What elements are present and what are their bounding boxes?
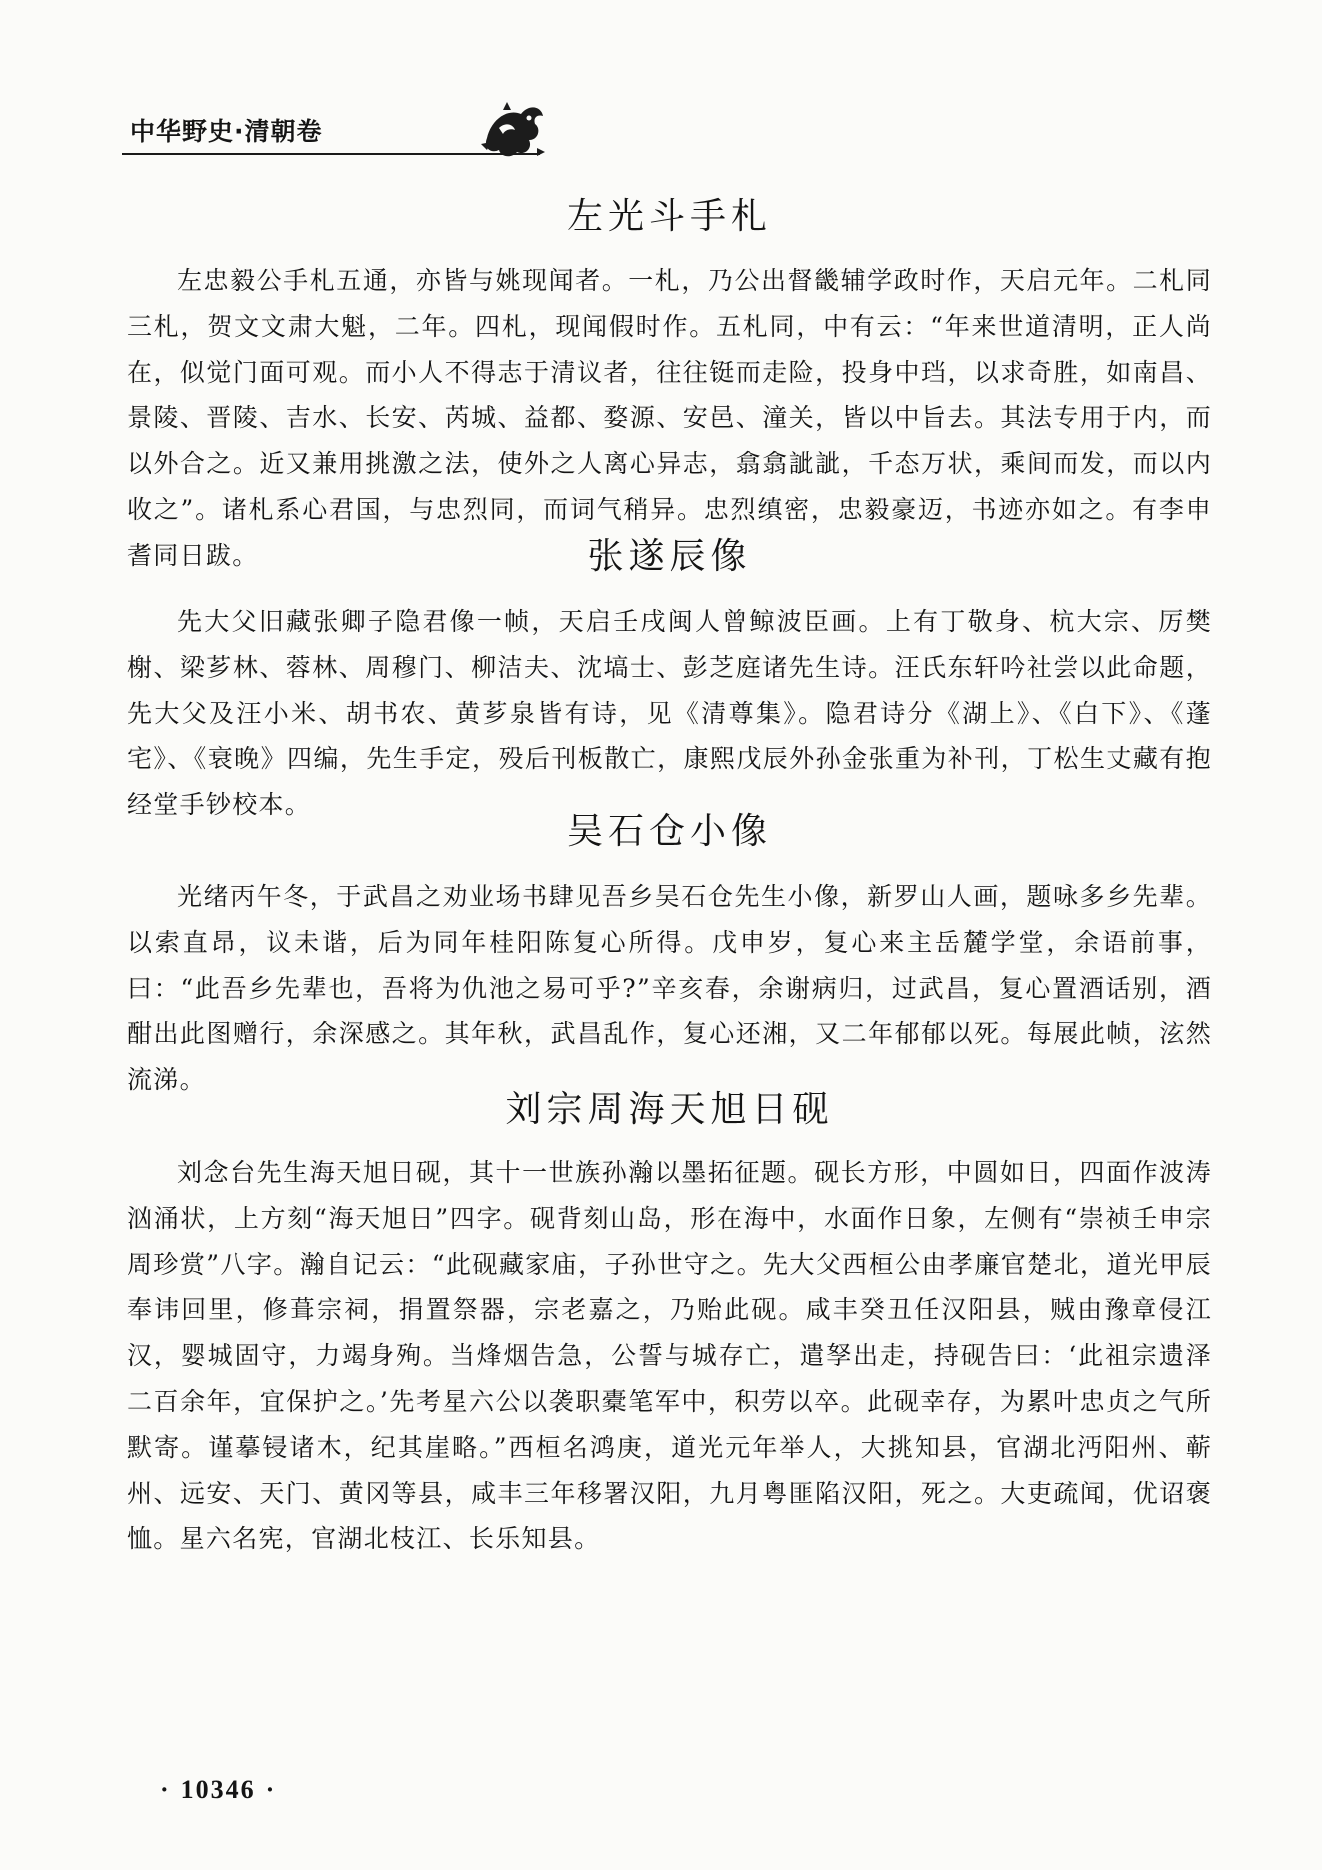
page-number: · 10346 ·	[160, 1775, 277, 1804]
header-rule	[122, 153, 540, 155]
dragon-emblem-icon	[477, 98, 547, 160]
section-body: 先大父旧藏张卿子隐君像一帧，天启壬戌闽人曾鲸波臣画。上有丁敬身、杭大宗、厉樊榭、梁芗林、蓉林、周穆门、柳洁夫、沈塙士、彭芝庭诸先生诗。汪氏东轩吟社尝以此命题，先大父及汪小米、胡书农、黄芗泉皆有诗，见《清尊集》。隐君诗分《湖上》、《白下》、《蓬宅》、《衰晚》四编，先生手定，殁后刊板散亡，康熙戊辰外孙金张重为补刊，丁松生丈藏有抱经堂手钞校本。	[127, 607, 1212, 820]
section-title: 吴石仓小像	[566, 811, 772, 852]
section-title: 刘宗周海天旭日砚	[505, 1089, 834, 1130]
running-head: 中华野史·清朝卷	[130, 117, 323, 146]
section-title: 张遂辰像	[587, 536, 752, 577]
section-body: 光绪丙午冬，于武昌之劝业场书肆见吾乡吴石仓先生小像，新罗山人画，题咏多乡先辈。以索直昂，议未谐，后为同年桂阳陈复心所得。戊申岁，复心来主岳麓学堂，余语前事，曰：“此吾乡先辈也，吾将为仇池之易可乎?”辛亥春，余谢病归，过武昌，复心置酒话别，酒酣出此图赠行，余深感之。其年秋，武昌乱作，复心还湘，又二年郁郁以死。每展此帧，泫然流涕。	[127, 882, 1212, 1095]
page-number-value: 10346	[180, 1775, 256, 1804]
section-title: 左光斗手札	[566, 196, 772, 237]
section-body: 左忠毅公手札五通，亦皆与姚现闻者。一札，乃公出督畿辅学政时作，天启元年。二札同三札，贺文文肃大魁，二年。四札，现闻假时作。五札同，中有云：“年来世道清明，正人尚在，似觉门面可观。而小人不得志于清议者，往往铤而走险，投身中珰，以求奇胜，如南昌、景陵、晋陵、吉水、长安、芮城、益都、婺源、安邑、潼关，皆以中旨去。其法专用于内，而以外合之。近又兼用挑激之法，使外之人离心异志，翕翕訿訿，千态万状，乘间而发，而以内收之”。诸札系心君国，与忠烈同，而词气稍异。忠烈缜密，忠毅豪迈，书迹亦如之。有李申耆同日跋。	[127, 266, 1212, 570]
section-body: 刘念台先生海天旭日砚，其十一世族孙瀚以墨拓征题。砚长方形，中圆如日，四面作波涛汹涌状，上方刻“海天旭日”四字。砚背刻山岛，形在海中，水面作日象，左侧有“崇祯壬申宗周珍赏”八字。瀚自记云：“此砚藏家庙，子孙世守之。先大父西桓公由孝廉官楚北，道光甲辰奉讳回里，修葺宗祠，捐置祭器，宗老嘉之，乃贻此砚。咸丰癸丑任汉阳县，贼由豫章侵江汉，婴城固守，力竭身殉。当烽烟告急，公誓与城存亡，遣孥出走，持砚告曰：‘此祖宗遗泽二百余年，宜保护之。’先考星六公以袭职橐笔军中，积劳以卒。此砚幸存，为累叶忠贞之气所默寄。谨摹锓诸木，纪其崖略。”西桓名鸿庚，道光元年举人，大挑知县，官湖北沔阳州、蕲州、远安、天门、黄冈等县，咸丰三年移署汉阳，九月粤匪陷汉阳，死之。大吏疏闻，优诏褒恤。星六名宪，官湖北枝江、长乐知县。	[127, 1158, 1212, 1554]
